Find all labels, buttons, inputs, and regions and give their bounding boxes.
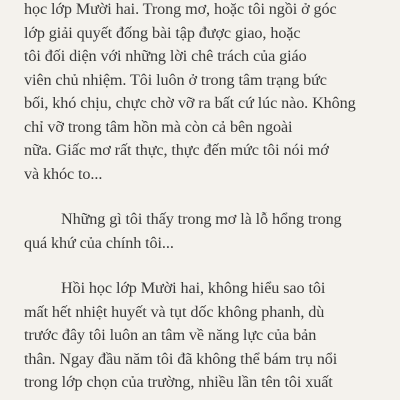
page-text [24,0,396,395]
text-line: quá khứ của chính tôi... [24,233,174,252]
text-line: thân. Ngay đầu năm tôi đã không thể bám trụ nổi [24,349,338,368]
text-line: tôi đối diện với những lời chê trách của giáo [24,47,307,65]
text-line: và khóc to... [24,164,103,183]
paragraph-2 [24,208,396,255]
paragraph-3 [24,277,396,395]
text-line: học lớp Mười hai. Trong mơ, hoặc tôi ngồi ở góc [24,0,337,18]
text-line: Những gì tôi thấy trong mơ là lỗ hổng trong [61,210,342,228]
text-line: Hồi học lớp Mười hai, không hiểu sao tôi [61,279,326,297]
paragraph-gap [24,186,396,208]
text-line: trước đây tôi luôn an tâm về năng lực của bản [24,326,317,344]
text-line: trong lớp chọn của trường, nhiều lần tên tôi xuất [24,373,333,391]
text-line: viên chủ nhiệm. Tôi luôn ở trong tâm trạng bức [24,70,327,89]
text-line: nữa. Giấc mơ rất thực, thực đến mức tôi nói mớ [24,141,329,159]
paragraph-1 [24,0,396,186]
paragraph-gap [24,255,396,277]
text-line: mất hết nhiệt huyết và tụt dốc không phanh, dù [24,302,325,321]
text-line: bối, khó chịu, chực chờ vỡ ra bất cứ lúc nào. Không [24,94,356,112]
text-line: lớp giải quyết đống bài tập được giao, hoặc [24,23,301,42]
text-line: chỉ vỡ trong tâm hồn mà còn cả bên ngoài [24,117,293,136]
